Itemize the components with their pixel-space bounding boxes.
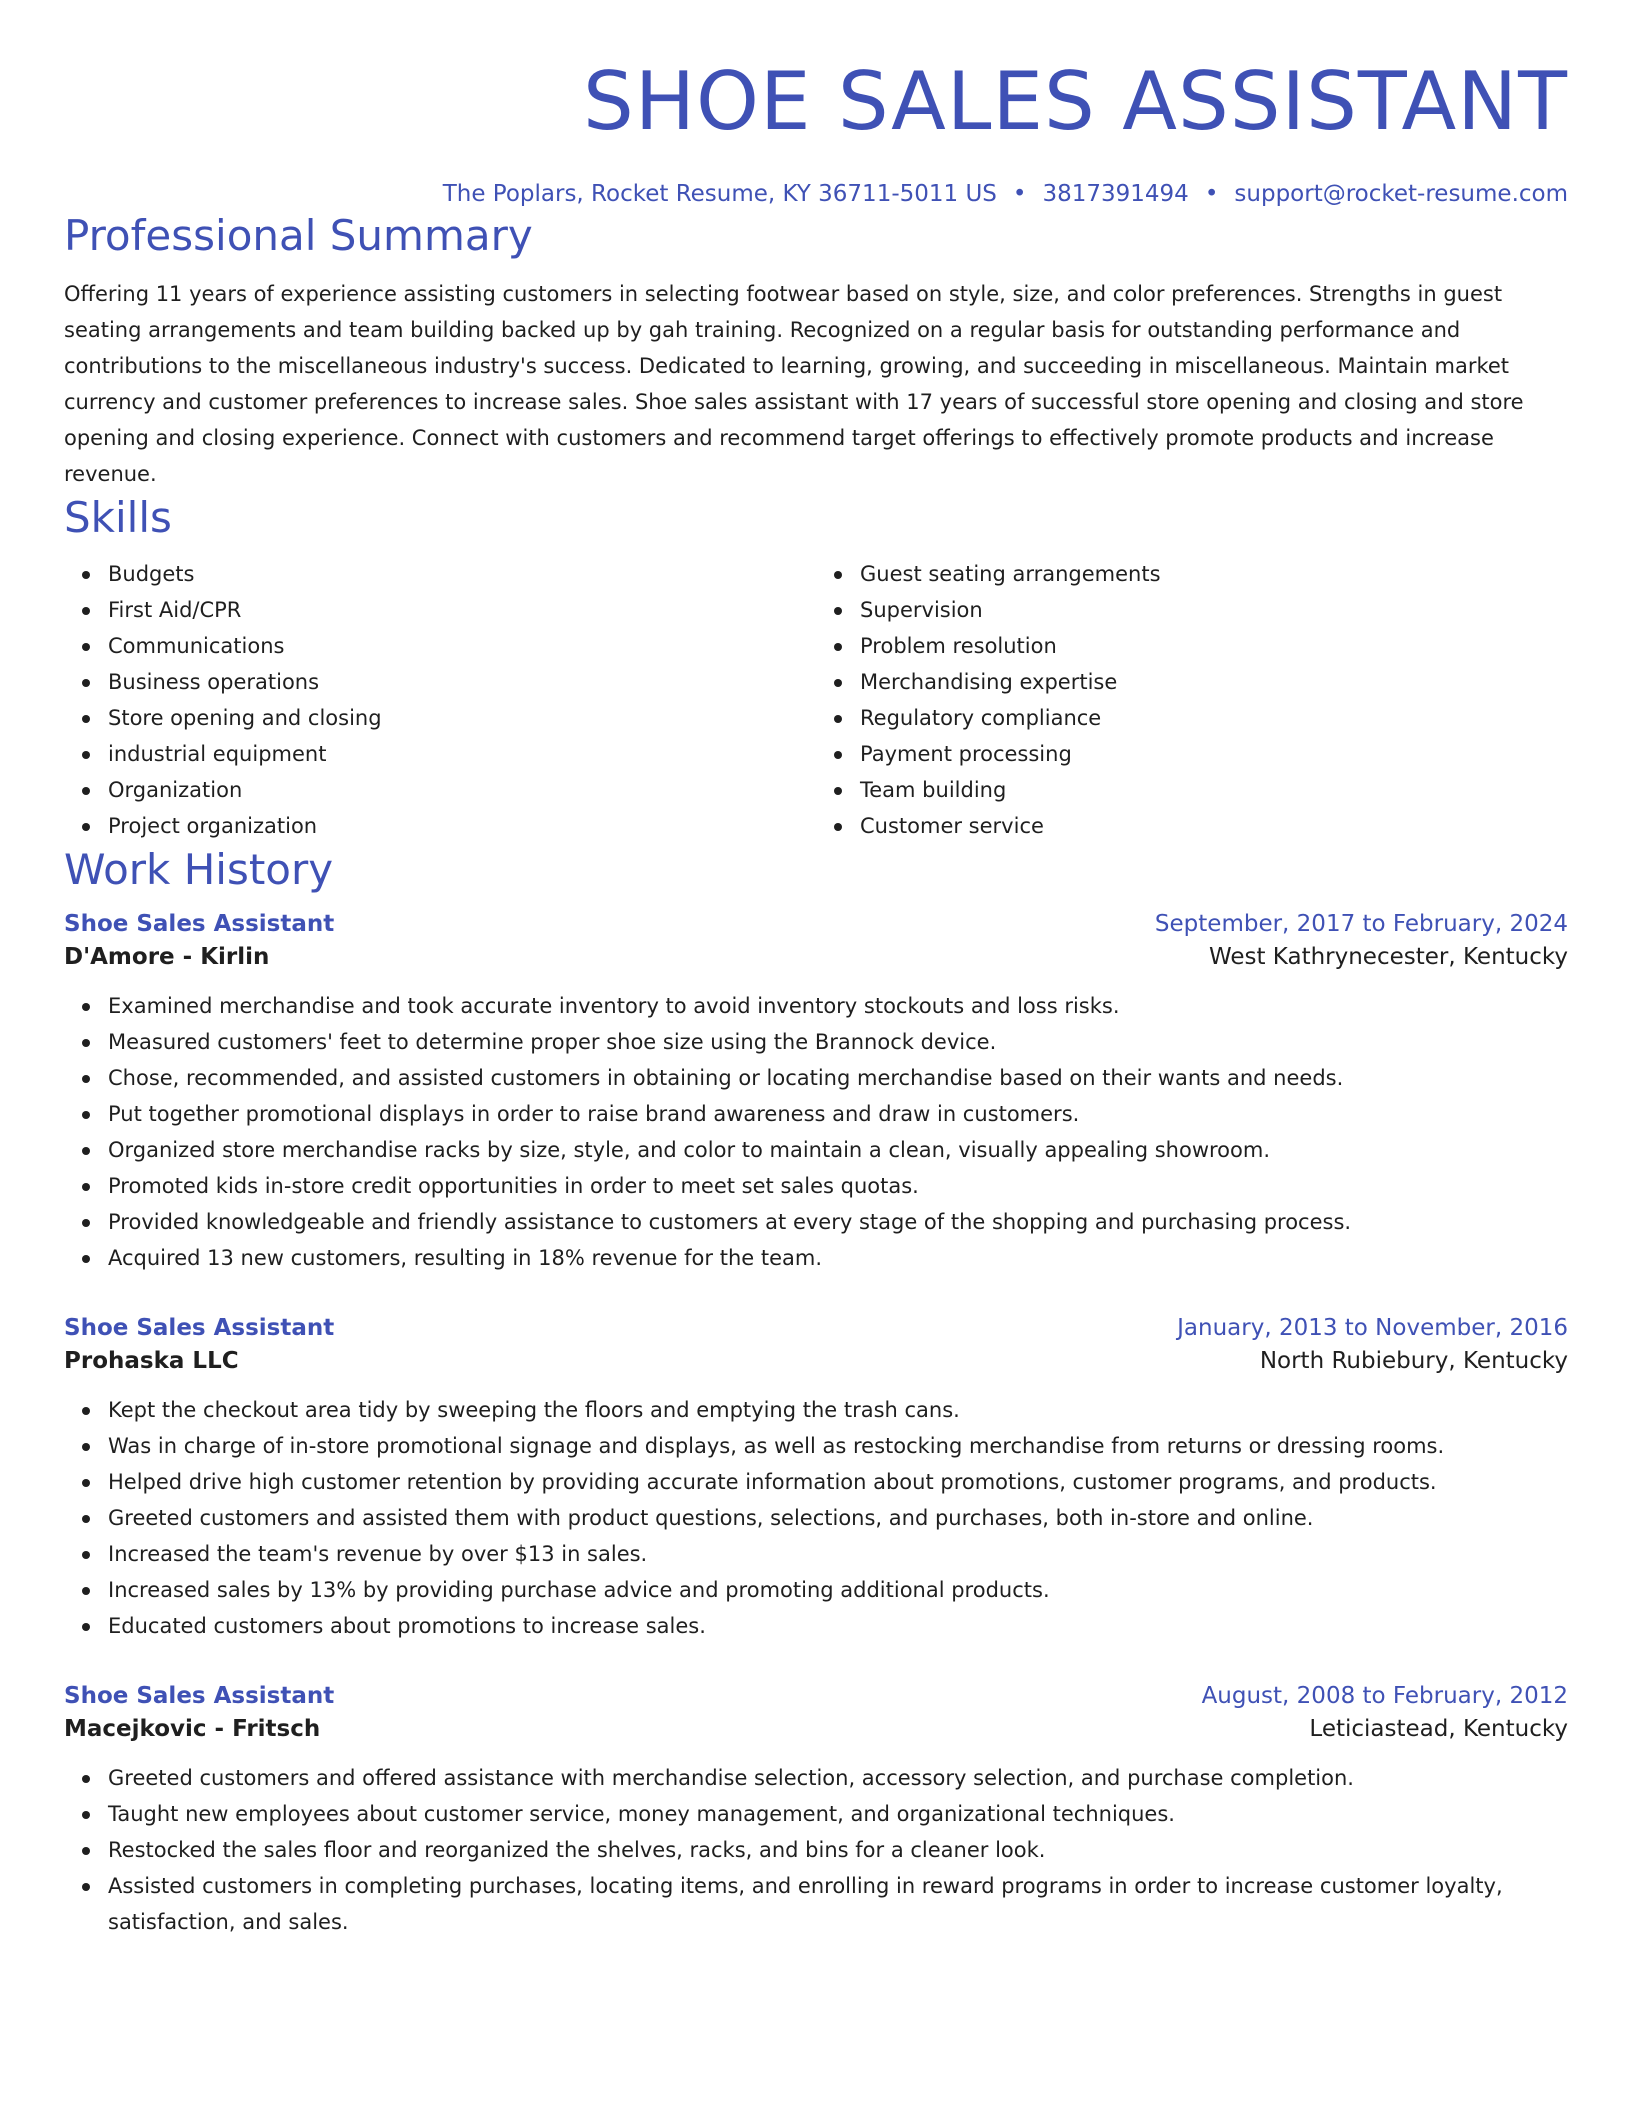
job-bullet: Taught new employees about customer service, money management, and organizational techniques. <box>108 1796 1568 1832</box>
skills-column-left <box>64 556 816 844</box>
skills-heading: Skills <box>64 493 172 542</box>
job-bullet: Organized store merchandise racks by size, style, and color to maintain a clean, visually appealing showroom. <box>108 1132 1568 1168</box>
job-bullet: Examined merchandise and took accurate inventory to avoid inventory stockouts and loss risks. <box>108 988 1568 1024</box>
job-bullet: Acquired 13 new customers, resulting in 18% revenue for the team. <box>108 1240 1568 1276</box>
job-entry <box>64 1312 1568 1644</box>
job-company: Macejkovic - Fritsch <box>64 1716 321 1742</box>
skill-item: First Aid/CPR <box>108 592 816 628</box>
job-header-row <box>64 1312 1568 1344</box>
job-location: Leticiastead, Kentucky <box>1309 1716 1568 1742</box>
job-header-row <box>64 908 1568 940</box>
job-company-row <box>64 1712 1568 1746</box>
job-entry <box>64 1680 1568 1940</box>
job-dates: August, 2008 to February, 2012 <box>1201 1683 1568 1709</box>
job-company-row <box>64 1344 1568 1378</box>
skill-item: industrial equipment <box>108 736 816 772</box>
job-bullets <box>64 1392 1568 1644</box>
skill-item: Communications <box>108 628 816 664</box>
job-bullet: Greeted customers and offered assistance with merchandise selection, accessory selection, and purchase completion. <box>108 1760 1568 1796</box>
resume-page <box>64 0 1568 1940</box>
job-entry <box>64 908 1568 1276</box>
skills-column-right <box>816 556 1568 844</box>
skill-item: Guest seating arrangements <box>860 556 1568 592</box>
skill-item: Regulatory compliance <box>860 700 1568 736</box>
skill-item: Customer service <box>860 808 1568 844</box>
skill-item: Business operations <box>108 664 816 700</box>
skill-item: Payment processing <box>860 736 1568 772</box>
job-bullet: Increased the team's revenue by over $13 in sales. <box>108 1536 1568 1572</box>
job-bullet: Assisted customers in completing purchases, locating items, and enrolling in reward programs in order to increase customer loyalty, satisfaction, and sales. <box>108 1868 1568 1940</box>
resume-name: SHOE SALES ASSISTANT <box>583 55 1568 148</box>
job-bullet: Promoted kids in-store credit opportunities in order to meet set sales quotas. <box>108 1168 1568 1204</box>
job-bullet: Measured customers' feet to determine proper shoe size using the Brannock device. <box>108 1024 1568 1060</box>
job-title: Shoe Sales Assistant <box>64 911 335 937</box>
job-bullet: Increased sales by 13% by providing purchase advice and promoting additional products. <box>108 1572 1568 1608</box>
job-bullet: Chose, recommended, and assisted customers in obtaining or locating merchandise based on their wants and needs. <box>108 1060 1568 1096</box>
job-bullet: Put together promotional displays in order to raise brand awareness and draw in customers. <box>108 1096 1568 1132</box>
skill-item: Store opening and closing <box>108 700 816 736</box>
job-company: D'Amore - Kirlin <box>64 944 270 970</box>
summary-text: Offering 11 years of experience assisting customers in selecting footwear based on style, size, and color preferences. Strengths in guest seating arrangements and team building backed up by gah training. Recognized on a regular basis for outstanding performance and contributions to the miscellaneous industry's success. Dedicated to learning, growing, and succeeding in miscellaneous. Maintain market currency and customer preferences to increase sales. Shoe sales assistant with 17 years of successful store opening and closing and store opening and closing experience. Connect with customers and recommend target offerings to effectively promote products and increase revenue. <box>64 282 1524 486</box>
job-bullet: Was in charge of in-store promotional signage and displays, as well as restocking merchandise from returns or dressing rooms. <box>108 1428 1568 1464</box>
skill-item: Team building <box>860 772 1568 808</box>
job-location: West Kathrynecester, Kentucky <box>1208 944 1568 970</box>
job-bullet: Provided knowledgeable and friendly assistance to customers at every stage of the shopping and purchasing process. <box>108 1204 1568 1240</box>
contact-separator: • <box>1012 181 1027 207</box>
skills-list <box>64 556 1568 844</box>
skill-item: Merchandising expertise <box>860 664 1568 700</box>
job-bullets <box>64 988 1568 1276</box>
contact-phone: 3817391494 <box>1042 181 1189 207</box>
job-company-row <box>64 940 1568 974</box>
job-dates: January, 2013 to November, 2016 <box>1177 1315 1568 1341</box>
skill-item: Organization <box>108 772 816 808</box>
job-location: North Rubiebury, Kentucky <box>1259 1348 1568 1374</box>
job-bullet: Educated customers about promotions to increase sales. <box>108 1608 1568 1644</box>
job-title: Shoe Sales Assistant <box>64 1315 335 1341</box>
contact-email: support@rocket-resume.com <box>1234 181 1568 207</box>
job-bullet: Restocked the sales floor and reorganized the shelves, racks, and bins for a cleaner look. <box>108 1832 1568 1868</box>
skill-item: Problem resolution <box>860 628 1568 664</box>
skill-item: Supervision <box>860 592 1568 628</box>
skill-item: Project organization <box>108 808 816 844</box>
work-history-heading: Work History <box>64 845 334 894</box>
job-bullet: Kept the checkout area tidy by sweeping the floors and emptying the trash cans. <box>108 1392 1568 1428</box>
job-dates: September, 2017 to February, 2024 <box>1154 911 1568 937</box>
skill-item: Budgets <box>108 556 816 592</box>
contact-address: The Poplars, Rocket Resume, KY 36711-5011 US <box>442 181 997 207</box>
contact-line <box>64 178 1568 210</box>
summary-heading: Professional Summary <box>64 211 533 260</box>
job-bullet: Helped drive high customer retention by providing accurate information about promotions, customer programs, and products. <box>108 1464 1568 1500</box>
job-title: Shoe Sales Assistant <box>64 1683 335 1709</box>
job-header-row <box>64 1680 1568 1712</box>
contact-separator: • <box>1204 181 1219 207</box>
job-bullet: Greeted customers and assisted them with product questions, selections, and purchases, both in-store and online. <box>108 1500 1568 1536</box>
job-company: Prohaska LLC <box>64 1348 239 1374</box>
job-bullets <box>64 1760 1568 1940</box>
